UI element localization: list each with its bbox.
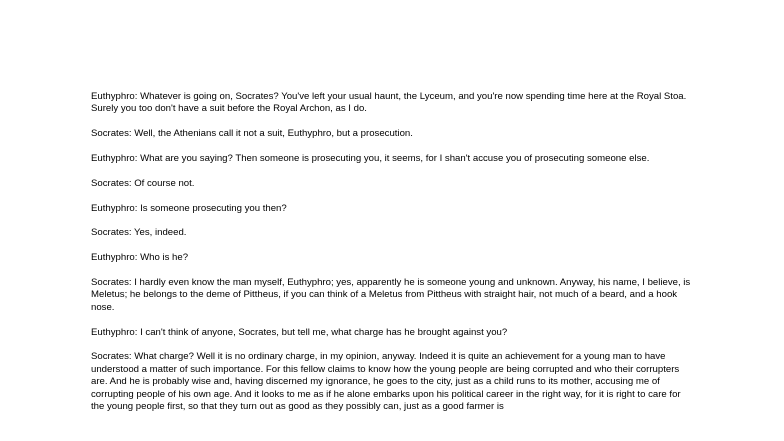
paragraph-euthyphro-2: Euthyphro: What are you saying? Then someone is prosecuting you, it seems, for I shan't accuse you of prosecuting someone else. bbox=[91, 153, 650, 164]
paragraph-euthyphro-1: Euthyphro: Whatever is going on, Socrates? You've left your usual haunt, the Lyceum, and you're now spending time here at the Royal Stoa. Surely you too don't have a suit before the Royal Archon, as I do. bbox=[91, 91, 687, 115]
paragraph-socrates-3: Socrates: Yes, indeed. bbox=[91, 227, 187, 239]
paragraph-euthyphro-3: Euthyphro: Is someone prosecuting you then? bbox=[91, 202, 287, 214]
paragraph-euthyphro-5: Euthyphro: I can't think of anyone, Socrates, but tell me, what charge has he brought against you? bbox=[91, 326, 508, 338]
paragraph-socrates-5: Socrates: What charge? Well it is no ordinary charge, in my opinion, anyway. Indeed it is quite an achievement for a young man to have understood a matter of such importance. For this fellow claims to know how the young people are being corrupted and who their corrupters are. And he is probably wise and, having discerned my ignorance, he goes to the city, just as a child runs to its mother, accusing me of corrupting people of his own age. And it looks to me as if he alone embarks upon his political career in the right way, for it is right to care for the young people first, so that they turn out as good as they possibly can, just as a good farmer is bbox=[91, 351, 681, 413]
paragraph-socrates-4: Socrates: I hardly even know the man myself, Euthyphro; yes, apparently he is someone young and unknown. Anyway, his name, I believe, is Meletus; he belongs to the deme of Pittheus, if you can think of a Meletus from Pittheus with straight hair, not much of a beard, and a hook nose. bbox=[91, 276, 691, 313]
document-body bbox=[91, 91, 691, 426]
paragraph-euthyphro-4: Euthyphro: Who is he? bbox=[91, 252, 189, 264]
paragraph-socrates-2: Socrates: Of course not. bbox=[91, 177, 195, 189]
paragraph-socrates-1: Socrates: Well, the Athenians call it not a suit, Euthyphro, but a prosecution. bbox=[91, 128, 413, 140]
